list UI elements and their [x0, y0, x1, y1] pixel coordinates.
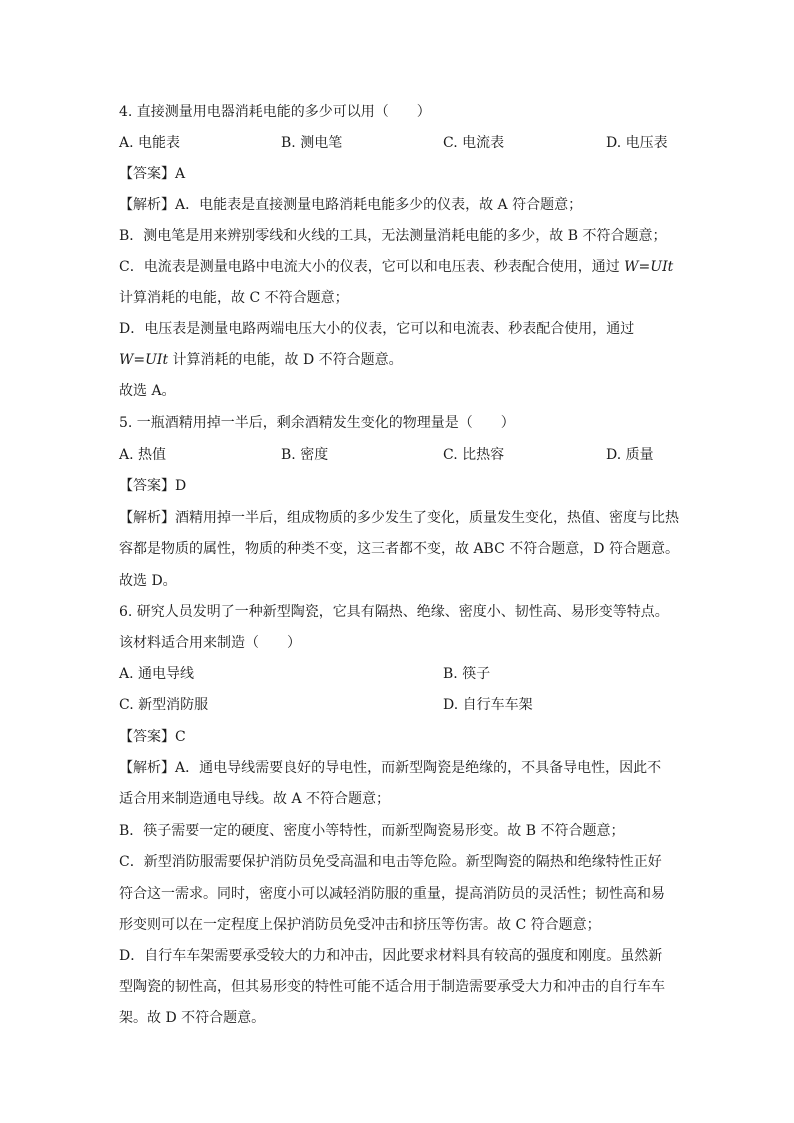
question-4-explanation-line: D．电压表是测量电路两端电压大小的仪表，它可以和电流表、秒表配合使用，通过: [119, 321, 635, 337]
question-4-explanation-line: 计算消耗的电能，故 C 不符合题意；: [119, 290, 349, 306]
question-6-explanation-line: 形变则可以在一定程度上保护消防员免受冲击和挤压等伤害。故 C 符合题意；: [119, 917, 601, 933]
question-6-option-a: A. 通电导线: [119, 666, 195, 682]
question-6-explanation-line: 【解析】A．通电导线需要良好的导电性，而新型陶瓷是绝缘的，不具备导电性，因此不: [119, 760, 662, 776]
question-6-explanation-line: D．自行车车架需要承受较大的力和冲击，因此要求材料具有较高的强度和刚度。虽然新: [119, 948, 663, 964]
question-4-conclusion: 故选 A。: [119, 383, 176, 399]
question-5-explanation-line: 【解析】酒精用掉一半后，组成物质的多少发生了变化，质量发生变化，热值、密度与比热: [119, 510, 679, 526]
question-6-explanation-line: 适合用来制造通电导线。故 A 不符合题意；: [119, 791, 391, 807]
question-4-option-b: B. 测电笔: [281, 135, 343, 151]
question-6-explanation-line: C．新型消防服需要保护消防员免受高温和电击等危险。新型陶瓷的隔热和绝缘特性正好: [119, 854, 662, 870]
question-6-explanation-line: 型陶瓷的韧性高，但其易形变的特性可能不适合用于制造需要承受大力和冲击的自行车车: [119, 979, 665, 995]
question-4-answer: 【答案】A: [119, 166, 186, 182]
question-5-option-d: D. 质量: [606, 447, 654, 463]
question-5-explanation-line: 容都是物质的属性，物质的种类不变，这三者都不变，故 ABC 不符合题意，D 符合题意。: [119, 541, 679, 557]
question-4-option-d: D. 电压表: [606, 135, 668, 151]
question-4-option-c: C. 电流表: [443, 135, 505, 151]
question-6-answer: 【答案】C: [119, 729, 186, 745]
question-5-stem: 5. 一瓶酒精用掉一半后，剩余酒精发生变化的物理量是（ ）: [119, 415, 515, 431]
question-4-explanation-line: [119, 350, 403, 370]
question-4-option-a: A. 电能表: [119, 135, 181, 151]
question-6-stem: 该材料适合用来制造（ ）: [119, 635, 301, 651]
question-4-explanation-line: [119, 257, 673, 277]
question-6-option-b: B. 筷子: [443, 666, 491, 682]
formula-w-uit: W=UIt: [624, 259, 674, 275]
question-6-option-d: D. 自行车车架: [443, 697, 533, 713]
question-6-option-c: C. 新型消防服: [119, 697, 209, 713]
explanation-text: 计算消耗的电能，故 D 不符合题意。: [172, 352, 403, 368]
question-6-stem: 6. 研究人员发明了一种新型陶瓷，它具有隔热、绝缘、密度小、韧性高、易形变等特点。: [119, 604, 669, 620]
question-5-option-c: C. 比热容: [443, 447, 505, 463]
question-5-conclusion: 故选 D。: [119, 573, 177, 589]
question-6-explanation-line: B．筷子需要一定的硬度、密度小等特性，而新型陶瓷易形变。故 B 不符合题意；: [119, 823, 625, 839]
question-6-explanation-line: 符合这一需求。同时，密度小可以减轻消防服的重量，提高消防员的灵活性；韧性高和易: [119, 886, 665, 902]
question-5-answer: 【答案】D: [119, 478, 187, 494]
question-5-option-b: B. 密度: [281, 447, 329, 463]
question-4-explanation-line: B．测电笔是用来辨别零线和火线的工具，无法测量消耗电能的多少，故 B 不符合题意；: [119, 228, 667, 244]
formula-w-uit: W=UIt: [119, 352, 169, 368]
question-5-option-a: A. 热值: [119, 447, 167, 463]
explanation-text: C．电流表是测量电路中电流大小的仪表，它可以和电压表、秒表配合使用，通过: [119, 259, 620, 275]
question-4-explanation-line: 【解析】A．电能表是直接测量电路消耗电能多少的仪表，故 A 符合题意；: [119, 197, 583, 213]
question-4-stem: 4. 直接测量用电器消耗电能的多少可以用（ ）: [119, 104, 431, 120]
question-6-explanation-line: 架。故 D 不符合题意。: [119, 1010, 266, 1026]
